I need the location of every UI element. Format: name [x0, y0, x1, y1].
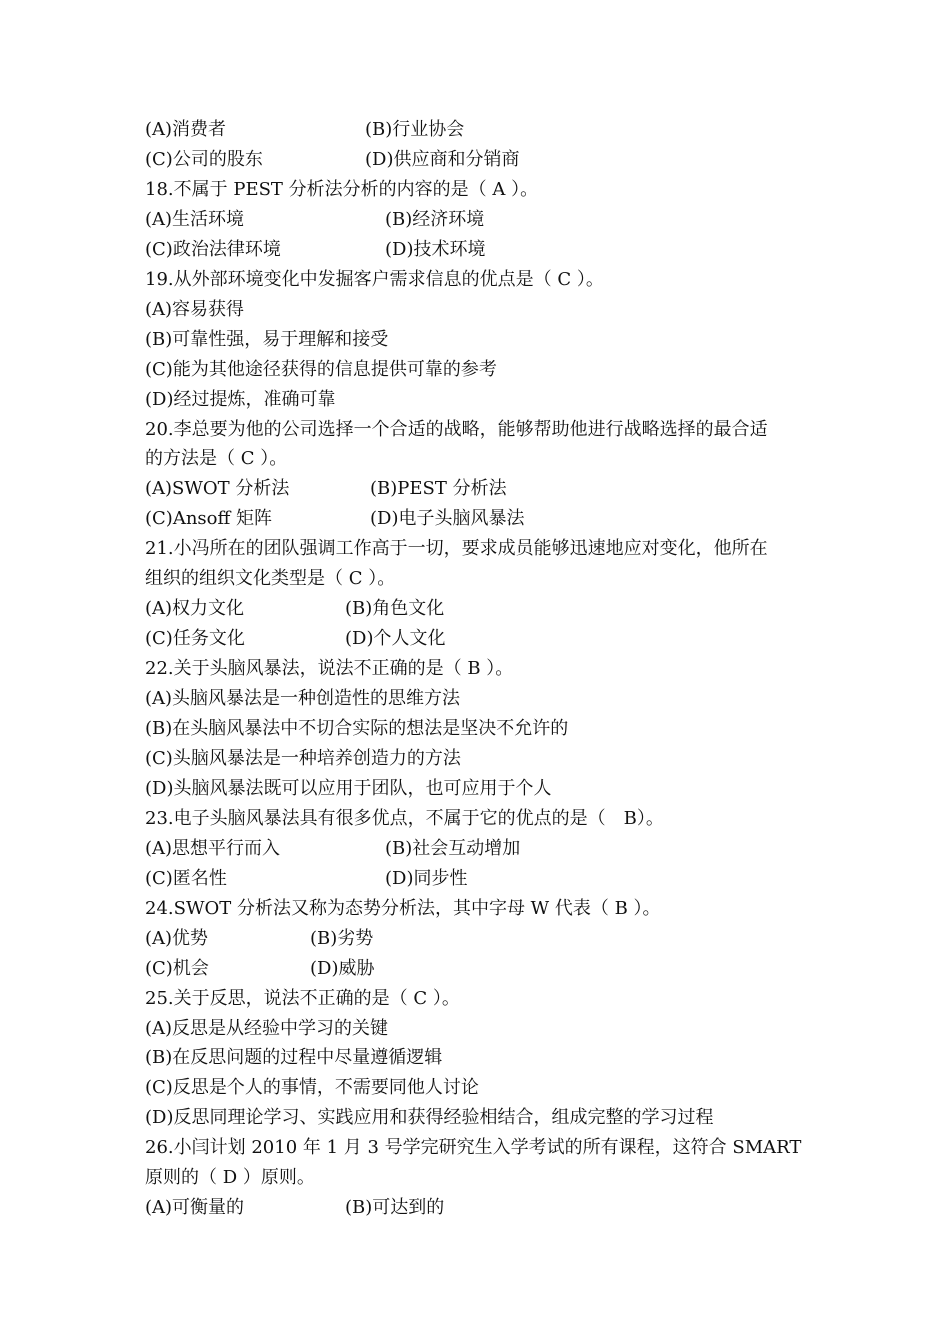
- option-text: (B)PEST 分析法: [370, 478, 507, 499]
- option-text: (B)劣势: [310, 928, 374, 949]
- text-line: 的方法是（ C ）。: [145, 448, 288, 469]
- text-line: (B)可靠性强，易于理解和接受: [145, 329, 389, 350]
- option-text: (A)SWOT 分析法: [145, 478, 290, 499]
- option-text: (B)行业协会: [365, 119, 465, 140]
- option-row: [145, 504, 825, 534]
- option-text: (B)角色文化: [345, 598, 445, 619]
- text-line: (B)在反思问题的过程中尽量遵循逻辑: [145, 1047, 443, 1068]
- option-text: (A)可衡量的: [145, 1197, 245, 1218]
- question-text: 24.SWOT 分析法又称为态势分析法，其中字母 W 代表（ B ）。: [145, 898, 661, 919]
- text-line: 原则的（ D ）原则。: [145, 1167, 315, 1188]
- text-line: (D)头脑风暴法既可以应用于团队，也可应用于个人: [145, 778, 552, 799]
- option-text: (C)机会: [145, 958, 209, 979]
- option-text: (A)优势: [145, 928, 209, 949]
- option-row: [145, 115, 825, 145]
- question-text: 26.小闫计划 2010 年 1 月 3 号学完研究生入学考试的所有课程，这符合 SMART: [145, 1137, 802, 1158]
- option-text: (C)公司的股东: [145, 149, 263, 170]
- option-row: [145, 924, 825, 954]
- question-text: 25.关于反思，说法不正确的是（ C ）。: [145, 988, 460, 1009]
- text-line: (B)在头脑风暴法中不切合实际的想法是坚决不允许的: [145, 718, 569, 739]
- option-row: [145, 474, 825, 504]
- option-text: (A)生活环境: [145, 209, 245, 230]
- text-line: (D)经过提炼，准确可靠: [145, 389, 336, 410]
- option-row: [145, 205, 825, 235]
- option-text: (A)消费者: [145, 119, 227, 140]
- option-text: (C)Ansoff 矩阵: [145, 508, 272, 529]
- option-row: [145, 145, 825, 175]
- option-text: (D)电子头脑风暴法: [370, 508, 525, 529]
- text-line: (A)容易获得: [145, 299, 245, 320]
- option-row: [145, 834, 825, 864]
- text-line: (A)头脑风暴法是一种创造性的思维方法: [145, 688, 461, 709]
- option-text: (A)思想平行而入: [145, 838, 281, 859]
- option-text: (B)可达到的: [345, 1197, 445, 1218]
- question-text: 18.不属于 PEST 分析法分析的内容的是（ A ）。: [145, 179, 539, 200]
- option-row: [145, 864, 825, 894]
- option-text: (C)任务文化: [145, 628, 245, 649]
- option-row: [145, 235, 825, 265]
- question-text: 21.小冯所在的团队强调工作高于一切，要求成员能够迅速地应对变化，他所在: [145, 538, 768, 559]
- option-row: [145, 1193, 825, 1223]
- option-text: (B)社会互动增加: [385, 838, 521, 859]
- option-text: (D)同步性: [385, 868, 468, 889]
- question-text: 20.李总要为他的公司选择一个合适的战略，能够帮助他进行战略选择的最合适: [145, 419, 768, 440]
- option-text: (D)个人文化: [345, 628, 446, 649]
- option-text: (D)技术环境: [385, 239, 486, 260]
- option-text: (D)供应商和分销商: [365, 149, 520, 170]
- text-line: 组织的组织文化类型是（ C ）。: [145, 568, 396, 589]
- option-text: (B)经济环境: [385, 209, 485, 230]
- text-line: (D)反思同理论学习、实践应用和获得经验相结合，组成完整的学习过程: [145, 1107, 714, 1128]
- text-line: (C)能为其他途径获得的信息提供可靠的参考: [145, 359, 497, 380]
- question-text: 23.电子头脑风暴法具有很多优点，不属于它的优点的是（ B）。: [145, 808, 664, 829]
- option-text: (C)政治法律环境: [145, 239, 281, 260]
- option-text: (C)匿名性: [145, 868, 227, 889]
- option-row: [145, 624, 825, 654]
- option-text: (D)威胁: [310, 958, 375, 979]
- option-text: (A)权力文化: [145, 598, 245, 619]
- text-line: (C)反思是个人的事情，不需要同他人讨论: [145, 1077, 479, 1098]
- option-row: [145, 954, 825, 984]
- question-text: 19.从外部环境变化中发掘客户需求信息的优点是（ C ）。: [145, 269, 604, 290]
- question-text: 22.关于头脑风暴法，说法不正确的是（ B ）。: [145, 658, 514, 679]
- option-row: [145, 594, 825, 624]
- text-line: (C)头脑风暴法是一种培养创造力的方法: [145, 748, 461, 769]
- text-line: (A)反思是从经验中学习的关键: [145, 1018, 389, 1039]
